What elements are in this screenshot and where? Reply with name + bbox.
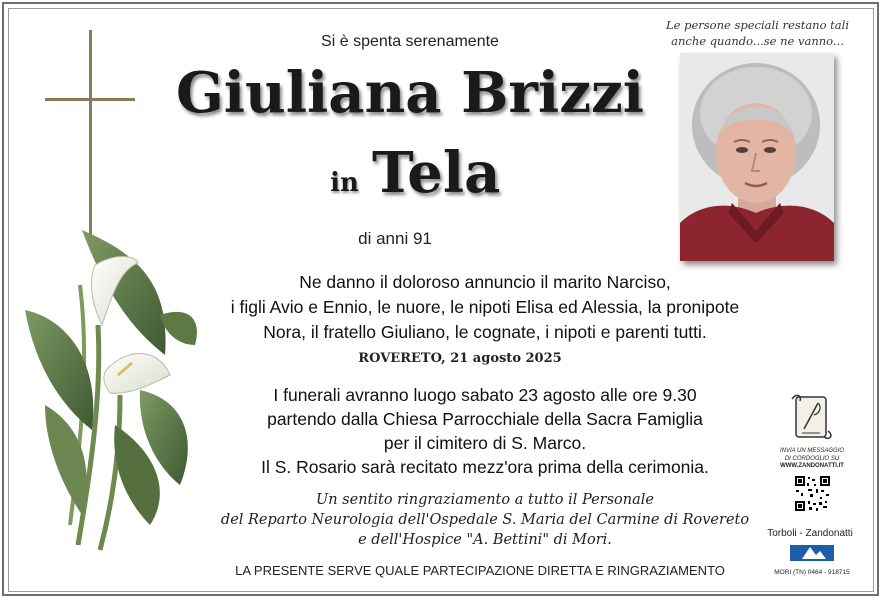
- agency-name: Torboli - Zandonatti: [767, 528, 853, 539]
- funeral-line: partendo dalla Chiesa Parrocchiale della Sacra Famiglia: [267, 409, 703, 429]
- cross-icon: [45, 30, 140, 240]
- thanks-line: e dell'Hospice "A. Bettini" di Mori.: [358, 532, 612, 548]
- thanks-line: del Reparto Neurologia dell'Ospedale S. Maria del Carmine di Rovereto: [220, 512, 750, 528]
- scroll-quill-icon: [790, 393, 834, 443]
- funeral-line: I funerali avranno luogo sabato 23 agosto alle ore 9.30: [273, 385, 697, 405]
- agency-logo: [790, 543, 834, 563]
- quote-line: anche quando...se ne vanno...: [671, 34, 844, 48]
- qr-code[interactable]: [794, 475, 831, 512]
- married-name: Tela: [372, 140, 501, 206]
- thanks-text: [220, 490, 750, 550]
- announcement-line: i figli Avio e Ennio, le nuore, le nipoti Elisa ed Alessia, la pronipote: [230, 297, 740, 317]
- website-link[interactable]: WWW.ZANDONATTI.IT: [780, 463, 844, 469]
- funeral-details: [220, 383, 750, 479]
- funeral-line: Il S. Rosario sarà recitato mezz'ora prima della cerimonia.: [261, 457, 709, 477]
- deceased-photo: [680, 53, 834, 261]
- intro-text: Si è spenta serenamente: [321, 33, 499, 50]
- in-word: in: [330, 168, 359, 198]
- announcement-line: Ne danno il doloroso annuncio il marito Narciso,: [299, 272, 671, 292]
- footer-text: LA PRESENTE SERVE QUALE PARTECIPAZIONE DIRETTA E RINGRAZIAMENTO: [235, 563, 725, 578]
- thanks-line: Un sentito ringraziamento a tutto il Personale: [316, 492, 654, 508]
- message-line: DI CORDOGLIO SU: [784, 456, 840, 462]
- announcement-line: Nora, il fratello Giuliano, le cognate, i nipoti e parenti tutti.: [263, 322, 707, 342]
- agency-phone: MORI (TN) 0464 - 918715: [774, 569, 850, 576]
- place-date: ROVERETO, 21 agosto 2025: [358, 351, 562, 366]
- message-invite: [768, 447, 856, 463]
- message-line: INVIA UN MESSAGGIO: [779, 448, 845, 454]
- age-text: di anni 91: [358, 229, 432, 248]
- calla-lily-illustration: [20, 225, 205, 555]
- portrait-image: [680, 53, 834, 261]
- deceased-name: Giuliana Brizzi: [175, 60, 645, 126]
- quote-line: Le persone speciali restano tali: [665, 18, 849, 32]
- funeral-line: per il cimitero di S. Marco.: [383, 433, 587, 453]
- announcement-text: [180, 270, 790, 345]
- memorial-quote: [665, 17, 850, 49]
